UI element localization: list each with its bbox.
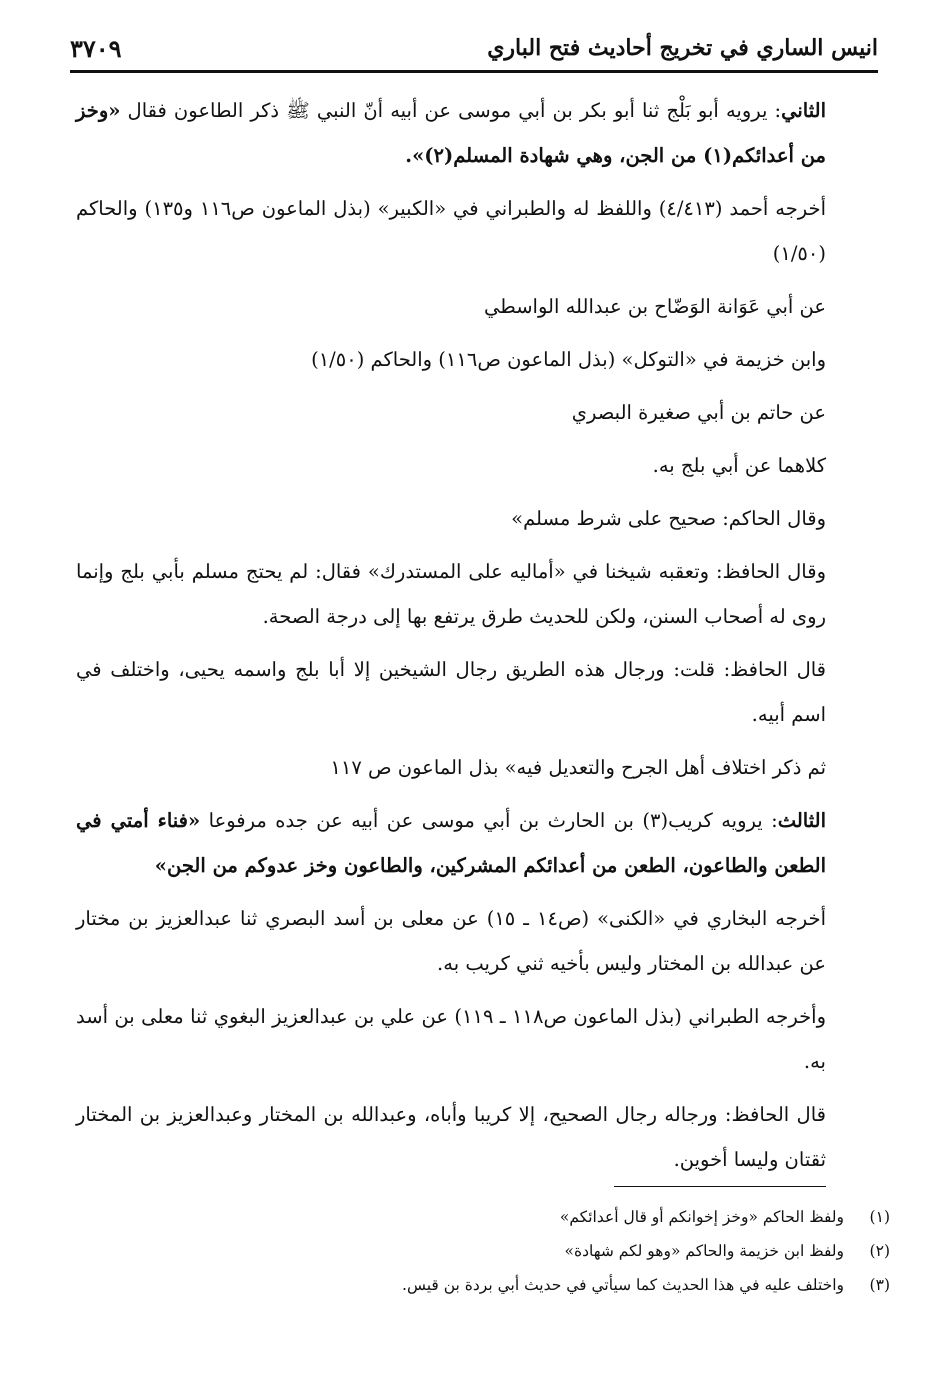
running-header	[70, 28, 878, 68]
paragraph: قال الحافظ: قلت: ورجال هذه الطريق رجال الشيخين إلا أبا بلج واسمه يحيى، واختلف في اسم أبيه.	[76, 658, 826, 726]
footnote	[300, 1234, 890, 1268]
footnote-text: ولفظ ابن خزيمة والحاكم «وهو لكم شهادة»	[564, 1242, 844, 1260]
footnote-divider	[614, 1186, 826, 1187]
header-divider	[70, 70, 878, 73]
paragraph: ثم ذكر اختلاف أهل الجرح والتعديل فيه» بذل الماعون ص ١١٧	[330, 756, 826, 779]
paragraph: عن حاتم بن أبي صغيرة البصري	[571, 401, 826, 424]
paragraph: وقال الحافظ: وتعقبه شيخنا في «أماليه على المستدرك» فقال: لم يحتج مسلم بأبي بلج وإنما روى له أصحاب السنن، ولكن للحديث طرق يرتفع بها إلى درجة الصحة.	[76, 560, 826, 628]
paragraph: عن أبي عَوَانة الوَضّاح بن عبدالله الواسطي	[483, 295, 826, 318]
footnote-text: واختلف عليه في هذا الحديث كما سيأتي في حديث أبي بردة بن قيس.	[402, 1276, 844, 1294]
paragraph: وقال الحاكم: صحيح على شرط مسلم»	[511, 507, 826, 530]
paragraph-label: الثالث	[777, 809, 826, 832]
paragraph: كلاهما عن أبي بلج به.	[652, 454, 826, 477]
paragraph: وابن خزيمة في «التوكل» (بذل الماعون ص١١٦) والحاكم (١/٥٠)	[311, 348, 826, 371]
paragraph-text: : يرويه كريب(٣) بن الحارث بن أبي موسى عن أبيه عن جده مرفوعا	[200, 809, 778, 832]
paragraph-label: الثاني	[781, 99, 826, 122]
book-title: انيس الساري في تخريج أحاديث فتح الباري	[487, 35, 878, 61]
paragraph-text: : يرويه أبو بَلْج ثنا أبو بكر بن أبي موسى عن أبيه أنّ النبي ﷺ ذكر الطاعون فقال	[120, 99, 782, 122]
footnote	[300, 1200, 890, 1234]
hadith-text: «فناء أمتي في الطعن والطاعون، الطعن من أعدائكم المشركين، والطاعون وخز عدوكم من الجن»	[76, 809, 826, 877]
hadith-text: «وخز من أعدائكم(١) من الجن، وهي شهادة المسلم(٢)».	[76, 99, 826, 167]
paragraph: أخرجه أحمد (٤/٤١٣) واللفظ له والطبراني في «الكبير» (بذل الماعون ص١١٦ و١٣٥) والحاكم (١/٥٠)	[76, 197, 826, 265]
footnote-number: (١)	[869, 1208, 890, 1226]
paragraph: قال الحافظ: ورجاله رجال الصحيح، إلا كريبا وأباه، وعبدالله بن المختار وعبدالعزيز بن المختار ثقتان وليسا أخوين.	[76, 1103, 826, 1171]
paragraph: أخرجه البخاري في «الكنى» (ص١٤ ـ ١٥) عن معلى بن أسد البصري ثنا عبدالعزيز بن مختار عن عبدالله بن المختار وليس بأخيه ثني كريب به.	[76, 907, 826, 975]
footnote-text: ولفظ الحاكم «وخز إخوانكم أو قال أعدائكم»	[559, 1208, 844, 1226]
footnotes	[300, 1200, 890, 1302]
paragraph-second-narration	[76, 88, 826, 178]
paragraph-third-narration	[76, 798, 826, 888]
footnote	[300, 1268, 890, 1302]
page-number: ٣٧٠٩	[70, 33, 122, 63]
main-text	[76, 88, 826, 1190]
paragraph: وأخرجه الطبراني (بذل الماعون ص١١٨ ـ ١١٩) عن علي بن عبدالعزيز البغوي ثنا معلى بن أسد به.	[76, 1005, 826, 1073]
footnote-number: (٣)	[869, 1276, 890, 1294]
footnote-number: (٢)	[869, 1242, 890, 1260]
